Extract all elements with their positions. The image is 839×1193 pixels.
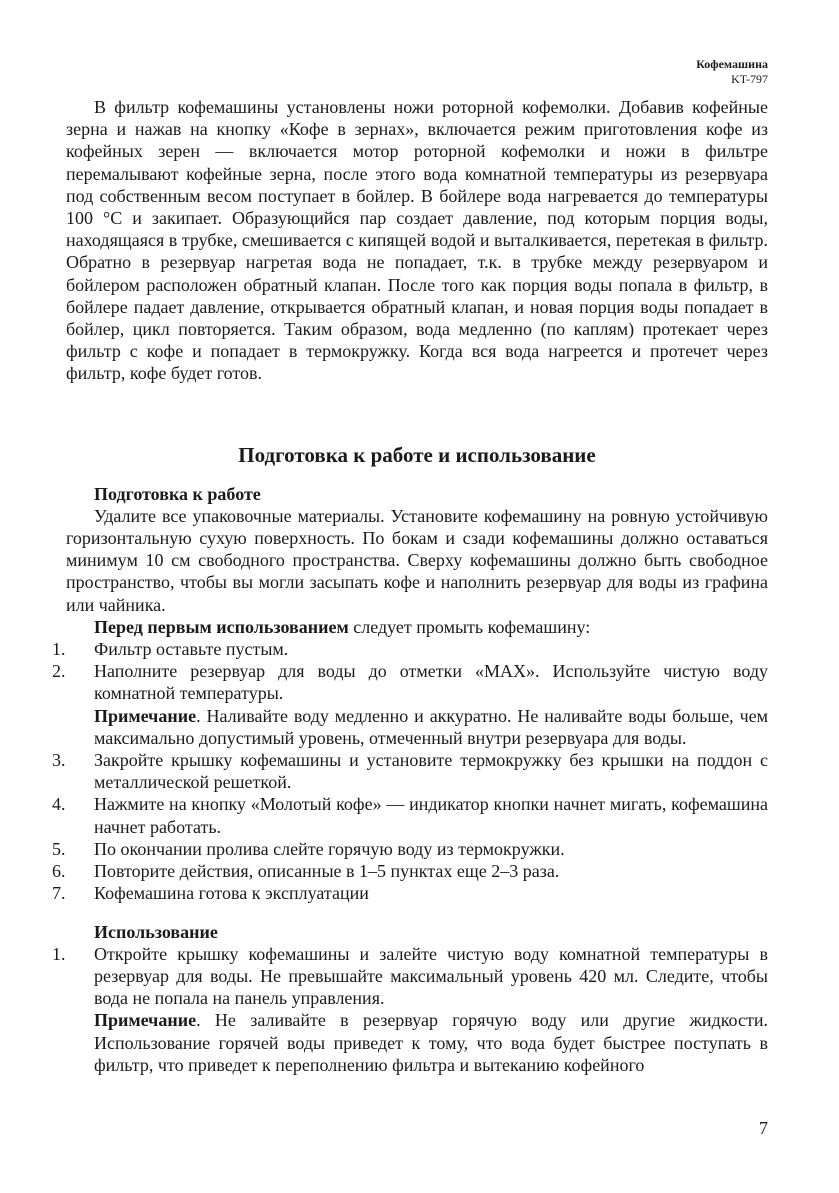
list-item: [52, 882, 768, 904]
step-text: Повторите действия, описанные в 1–5 пунктах еще 2–3 раза.: [94, 861, 560, 882]
step-number: 5.: [52, 838, 66, 859]
list-item: [52, 638, 768, 660]
step-text: Нажмите на кнопку «Молотый кофе» — индикатор кнопки начнет мигать, кофемашина начнет работать.: [94, 794, 768, 837]
first-use-rest: следует промыть кофемашину:: [348, 616, 591, 637]
usage-steps-list: [52, 943, 768, 1076]
step-text: Кофемашина готова к эксплуатации: [94, 883, 369, 904]
list-item: [52, 660, 768, 749]
step-number: 3.: [52, 750, 66, 771]
list-item: [52, 793, 768, 837]
header-model: KT-797: [731, 72, 768, 86]
list-item: [52, 860, 768, 882]
list-item: [52, 943, 768, 1076]
preparation-paragraph: Удалите все упаковочные материалы. Установите кофемашину на ровную устойчивую горизонтальную сухую поверхность. По бокам и сзади кофемашины должно оставаться минимум 10 см свободного пространства. Сверху кофемашины должно быть свободное пространство, чтобы вы могли засыпать кофе и наполнить резервуар для воды из графина или чайника.: [66, 505, 768, 615]
step-note: [94, 706, 768, 748]
step-text: Наполните резервуар для воды до отметки «МАХ». Используйте чистую воду комнатной температуры.: [94, 661, 768, 704]
step-number: 6.: [52, 861, 66, 882]
header-title: Кофемашина: [696, 57, 768, 71]
step-note: [94, 1010, 768, 1074]
step-number: 1.: [52, 943, 66, 964]
intro-paragraph: В фильтр кофемашины установлены ножи роторной кофемолки. Добавив кофейные зерна и нажав на кнопку «Кофе в зернах», включается режим приготовления кофе из кофейных зерен — включается мотор роторной кофемолки и ножи в фильтре перемалывают кофейные зерна, после этого вода комнатной температуры из резервуара под собственным весом поступает в бойлер. В бойлере вода нагревается до температуры 100 °С и закипает. Образующийся пар создает давление, под которым порция воды, находящаяся в трубке, смешивается с кипящей водой и выталкивается, перетекая в фильтр. Обратно в резервуар нагретая вода не попадает, т.к. в трубке между резервуаром и бойлером расположен обратный клапан. После того как порция воды попала в фильтр, в бойлере падает давление, открывается обратный клапан, и новая порция воды попадает в бойлер, цикл повторяется. Таким образом, вода медленно (по каплям) протекает через фильтр с кофе и попадает в термокружку. Когда вся вода нагреется и протечет через фильтр, кофе будет готов.: [66, 97, 768, 384]
step-text: Откройте крышку кофемашины и залейте чистую воду комнатной температуры в резервуар для воды. Не превышайте максимальный уровень 420 мл. Следите, чтобы вода не попала на панель управления.: [94, 943, 768, 1009]
preparation-steps-list: [52, 638, 768, 904]
list-item: [52, 749, 768, 793]
first-use-line: [66, 616, 768, 638]
first-use-bold: Перед первым использованием: [94, 616, 349, 637]
step-number: 7.: [52, 883, 66, 904]
preparation-title: Подготовка к работе: [94, 483, 261, 504]
section-title: Подготовка к работе и использование: [238, 442, 596, 467]
page-header: [696, 57, 768, 87]
step-text: Фильтр оставьте пустым.: [94, 639, 289, 660]
list-item: [52, 838, 768, 860]
step-number: 4.: [52, 794, 66, 815]
step-number: 2.: [52, 661, 66, 682]
step-text: Закройте крышку кофемашины и установите термокружку без крышки на поддон с металлической решеткой.: [94, 750, 768, 793]
step-text: По окончании пролива слейте горячую воду из термокружки.: [94, 838, 565, 859]
page-content: [52, 96, 768, 1076]
note-text: . Не заливайте в резервуар горячую воду или другие жидкости. Использование горячей воды приведет к тому, что вода будет быстрее поступать в фильтр, что приведет к переполнению фильтра и вытеканию кофейного: [94, 1010, 768, 1075]
note-text: . Наливайте воду медленно и аккуратно. Не наливайте воды больше, чем максимально допустимый уровень, отмеченный внутри резервуара для воды.: [94, 705, 768, 748]
step-number: 1.: [52, 639, 66, 660]
usage-title: Использование: [94, 921, 218, 942]
page-number: 7: [759, 1118, 768, 1138]
note-label: Примечание: [94, 705, 197, 726]
note-label: Примечание: [94, 1010, 197, 1031]
